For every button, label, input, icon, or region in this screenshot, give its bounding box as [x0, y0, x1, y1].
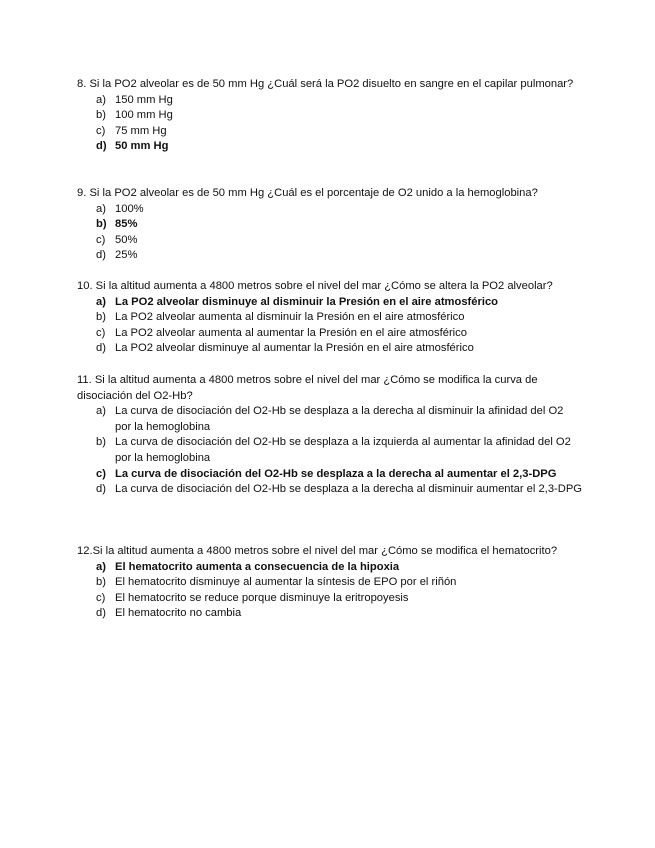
option-text: El hematocrito aumenta a consecuencia de la hipoxia [115, 560, 400, 573]
question-9 [77, 186, 582, 264]
option-text: La PO2 alveolar aumenta al aumentar la Presión en el aire atmosférico [115, 326, 467, 339]
option-letter: b) [96, 218, 107, 231]
question-12 [77, 544, 582, 622]
option-10b [96, 310, 582, 326]
option-10c [96, 326, 582, 342]
option-text: La PO2 alveolar disminuye al disminuir la Presión en el aire atmosférico [115, 295, 499, 308]
option-letter: b) [96, 576, 106, 589]
option-letter: d) [96, 483, 106, 496]
option-text: La PO2 alveolar aumenta al disminuir la Presión en el aire atmosférico [115, 311, 465, 324]
question-10 [77, 279, 582, 357]
option-12b [96, 575, 582, 591]
question-8-text [77, 77, 582, 93]
option-11b [96, 435, 582, 466]
option-letter: a) [96, 560, 106, 573]
option-text: La curva de disociación del O2-Hb se desplaza a la derecha al aumentar el 2,3-DPG [115, 467, 557, 480]
option-letter: b) [96, 311, 106, 324]
option-text: La curva de disociación del O2-Hb se desplaza a la derecha al disminuir la afinidad del O2 por la hemoglobina [115, 405, 564, 433]
option-12a [96, 560, 582, 576]
option-text: El hematocrito no cambia [115, 607, 242, 620]
question-number: 11. [77, 374, 92, 386]
option-letter: c) [96, 124, 106, 137]
options-list [77, 202, 582, 264]
option-letter: a) [96, 295, 106, 308]
option-text: 50 mm Hg [115, 140, 169, 153]
option-letter: d) [96, 342, 106, 355]
question-prompt: Si la altitud aumenta a 4800 metros sobre el nivel del mar ¿Cómo se altera la PO2 alveolar? [95, 280, 553, 292]
option-9b [96, 217, 582, 233]
option-text: 75 mm Hg [115, 124, 167, 137]
option-letter: c) [96, 233, 106, 246]
option-text: La curva de disociación del O2-Hb se desplaza a la derecha al disminuir aumentar el 2,3-DPG [115, 483, 583, 496]
option-letter: d) [96, 607, 106, 620]
option-text: La curva de disociación del O2-Hb se desplaza a la izquierda al aumentar la afinidad del O2 por la hemoglobina [115, 436, 571, 464]
question-8 [77, 77, 582, 155]
options-list [77, 93, 582, 155]
option-letter: a) [96, 405, 106, 418]
option-9a [96, 202, 582, 218]
question-prompt: Si la altitud aumenta a 4800 metros sobre el nivel del mar ¿Cómo se modifica el hematocrito? [92, 545, 558, 557]
question-9-text [77, 186, 582, 202]
option-8a [96, 93, 582, 109]
option-letter: c) [96, 326, 106, 339]
option-11c [96, 467, 582, 483]
options-list [77, 560, 582, 622]
option-8d [96, 139, 582, 155]
option-10a [96, 295, 582, 311]
option-8b [96, 108, 582, 124]
question-11 [77, 373, 582, 498]
option-letter: b) [96, 109, 106, 122]
option-text: 150 mm Hg [115, 93, 173, 106]
option-12c [96, 591, 582, 607]
option-text: 50% [115, 233, 138, 246]
option-letter: c) [96, 467, 106, 480]
option-text: 25% [115, 249, 138, 262]
option-11a [96, 404, 582, 435]
question-prompt: Si la PO2 alveolar es de 50 mm Hg ¿Cuál será la PO2 disuelto en sangre en el capilar pulmonar? [89, 78, 574, 90]
options-list [77, 404, 582, 498]
option-text: El hematocrito se reduce porque disminuye la eritropoyesis [115, 591, 409, 604]
question-number: 9. [77, 187, 87, 199]
option-text: 85% [115, 218, 138, 231]
question-12-text [77, 544, 582, 560]
option-8c [96, 124, 582, 140]
question-prompt: Si la altitud aumenta a 4800 metros sobre el nivel del mar ¿Cómo se modifica la curva de disociación del O2-Hb? [77, 374, 538, 402]
option-letter: a) [96, 93, 106, 106]
question-11-text [77, 373, 582, 404]
option-11d [96, 482, 582, 498]
option-letter: d) [96, 249, 106, 262]
option-9d [96, 248, 582, 264]
option-text: La PO2 alveolar disminuye al aumentar la Presión en el aire atmosférico [115, 342, 474, 355]
question-number: 12. [77, 545, 93, 557]
option-text: 100% [115, 202, 144, 215]
question-number: 10. [77, 280, 93, 292]
question-prompt: Si la PO2 alveolar es de 50 mm Hg ¿Cuál es el porcentaje de O2 unido a la hemoglobina? [89, 187, 538, 199]
option-letter: a) [96, 202, 106, 215]
option-9c [96, 233, 582, 249]
option-12d [96, 606, 582, 622]
option-10d [96, 341, 582, 357]
option-letter: b) [96, 436, 106, 449]
options-list [77, 295, 582, 357]
option-letter: c) [96, 591, 106, 604]
option-letter: d) [96, 140, 107, 153]
question-number: 8. [77, 78, 87, 90]
question-10-text [77, 279, 582, 295]
option-text: El hematocrito disminuye al aumentar la síntesis de EPO por el riñón [115, 576, 457, 589]
option-text: 100 mm Hg [115, 109, 173, 122]
